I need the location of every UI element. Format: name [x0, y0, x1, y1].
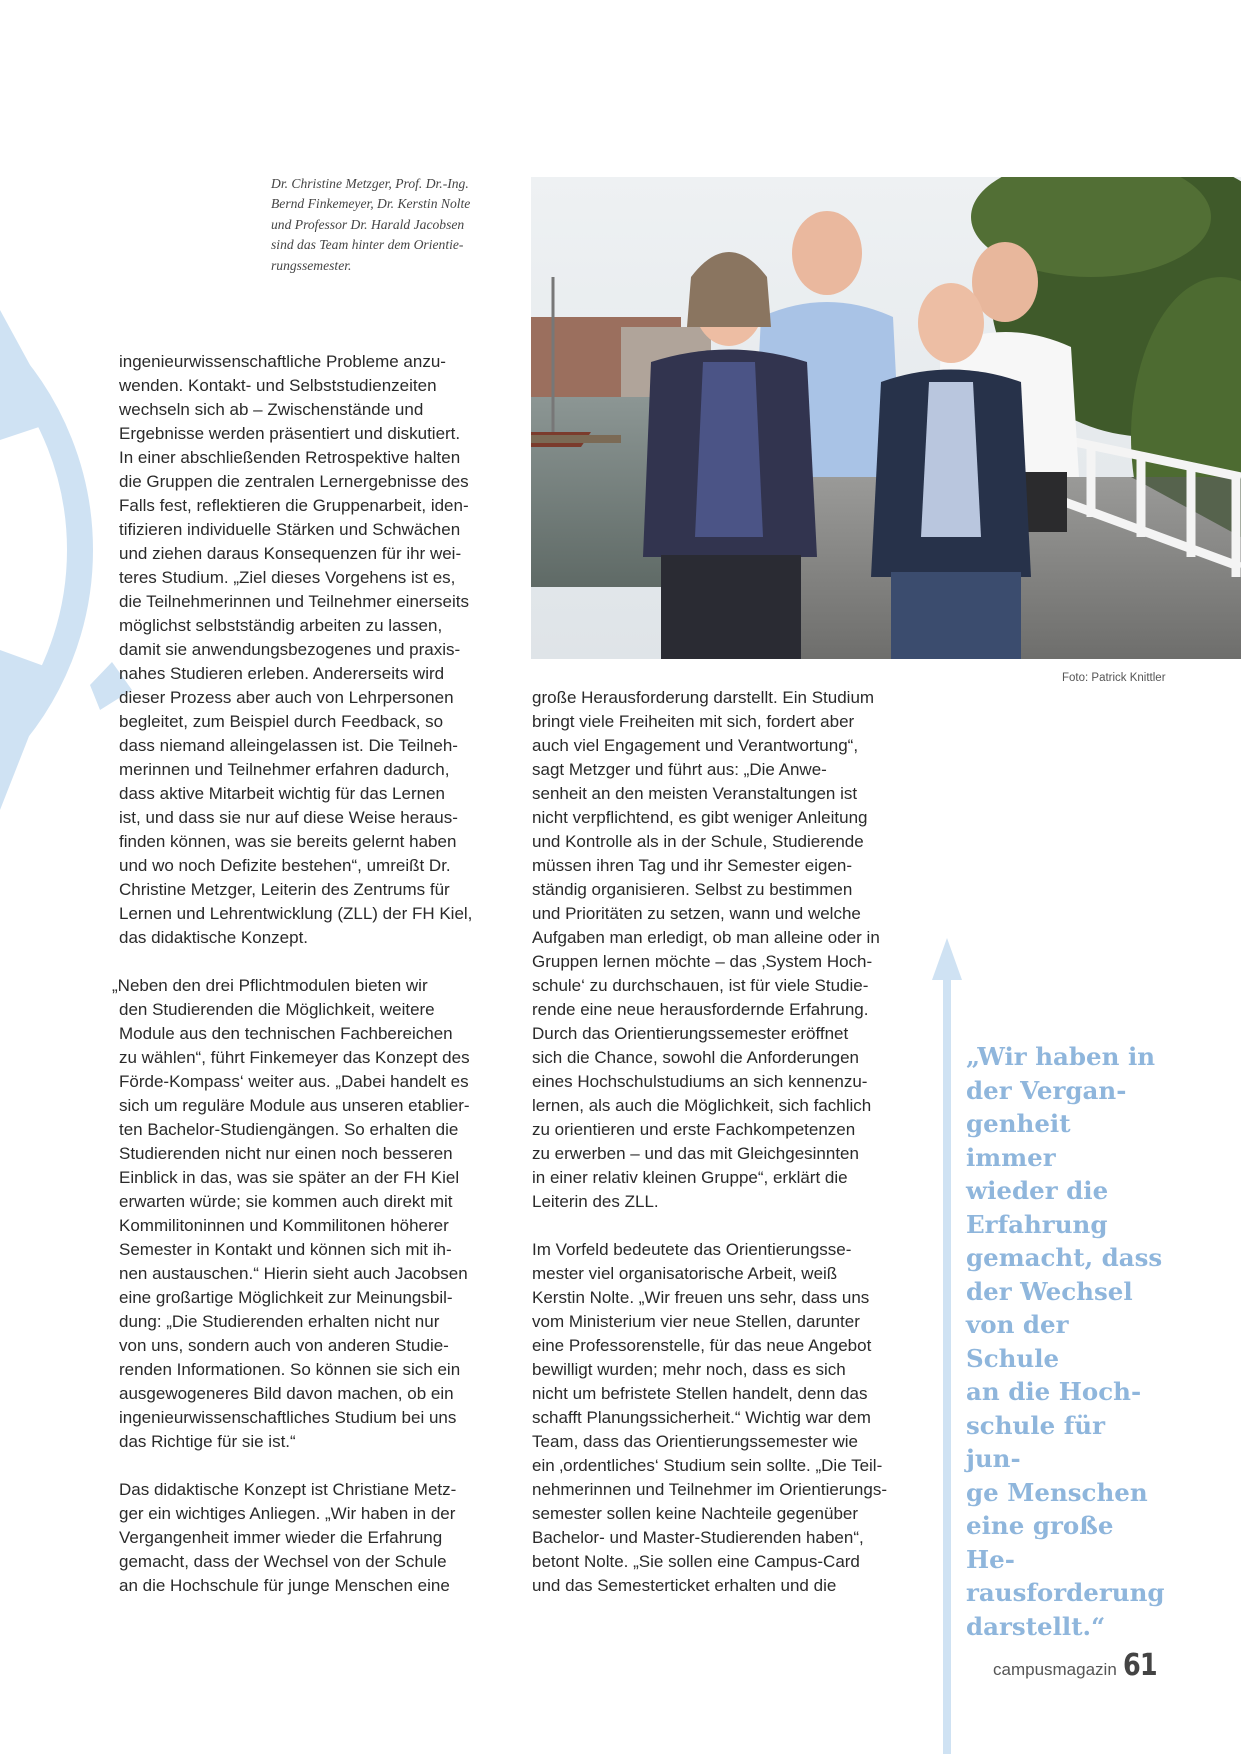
team-photo: [531, 177, 1241, 659]
paragraph: ingenieurwissenschaftliche Probleme anzu- wenden. Kontakt- und Selbststudienzeiten wechseln sich ab – Zwischenstände und Ergebnisse werden präsentiert und diskutiert. In einer abschließenden Retrospektive halten die Gruppen die zentralen Lernergebnisse des Falls fest, reflektieren die Gruppenarbeit, iden- tifizieren individuelle Stärken und Schwächen und ziehen daraus Konsequenzen für ihr wei- teres Studium. „Ziel dieses Vorgehens ist es, die Teilnehmerinnen und Teilnehmer einerseits möglichst selbstständig arbeiten zu lassen, damit sie anwendungsbezogenes und praxis- nahes Studieren erleben. Andererseits wird dieser Prozess aber auch von Lehrpersonen begleitet, zum Beispiel durch Feedback, so dass niemand alleingelassen ist. Die Teilneh- merinnen und Teilnehmer erfahren dadurch, dass aktive Mitarbeit wichtig für das Lernen ist, und dass sie nur auf diese Weise heraus- finden können, was sie bereits gelernt haben und wo noch Defizite bestehen“, umreißt Dr. Christine Metzger, Leiterin des Zentrums für Lernen und Lehrentwicklung (ZLL) der FH Kiel, das didaktische Konzept.: [119, 352, 473, 947]
photo-caption: [271, 174, 511, 276]
team-photo-illustration: [531, 177, 1241, 659]
article-column-left: [112, 350, 509, 1598]
photo-credit: Foto: Patrick Knittler: [1062, 672, 1166, 684]
page-number: 61: [1122, 1648, 1157, 1683]
magazine-name: campusmagazin: [993, 1660, 1117, 1679]
paragraph: große Herausforderung darstellt. Ein Studium bringt viele Freiheiten mit sich, fordert aber auch viel Engagement und Verantwortung“, sagt Metzger und führt aus: „Die Anwe- senheit an den meisten Veranstaltungen ist nicht verpflichtend, es gibt weniger Anleitung und Kontrolle als in der Schule, Studierende müssen ihren Tag und ihr Semester eigen- ständig organisieren. Selbst zu bestimmen und Prioritäten zu setzen, wann und welche Aufgaben man erledigt, ob man alleine oder in Gruppen lernen möchte – das ‚System Hoch- schule‘ zu durchschauen, ist für viele Studie- rende eine neue herausfordernde Erfahrung. Durch das Orientierungssemester eröffnet sich die Chance, sowohl die Anforderungen eines Hochschulstudiums an sich kennenzu- lernen, als auch die Möglichkeit, sich fachlich zu orientieren und erste Fachkompetenzen zu erwerben – und das mit Gleichgesinnten in einer relativ kleinen Gruppe“, erklärt die Leiterin des ZLL.: [532, 688, 880, 1211]
paragraph: „Neben den drei Pflichtmodulen bieten wir den Studierenden die Möglichkeit, weitere Module aus den technischen Fachbereichen zu wählen“, führt Finkemeyer das Konzept des Förde-Kompass‘ weiter aus. „Dabei handelt es sich um reguläre Module aus unseren etablier- ten Bachelor-Studiengängen. So erhalten die Studierenden nicht nur einen noch besseren Einblick in das, was sie später an der FH Kiel erwarten würde; sie kommen auch direkt mit Kommilitoninnen und Kommilitonen höherer Semester in Kontakt und können sich mit ih- nen austauschen.“ Hierin sieht auch Jacobsen eine großartige Möglichkeit zur Meinungsbil- dung: „Die Studierenden erhalten nicht nur von uns, sondern auch von anderen Studie- renden Informationen. So können sie sich ein ausgewogeneres Bild davon machen, ob ein ingenieurwissenschaftliches Studium bei uns das Richtige für sie ist.“: [112, 976, 470, 1451]
paragraph: Das didaktische Konzept ist Christiane Metz- ger ein wichtiges Anliegen. „Wir haben in der Vergangenheit immer wieder die Erfahrung gemacht, dass der Wechsel von der Schule an die Hochschule für junge Menschen eine: [119, 1480, 457, 1595]
arrow-up-icon: [932, 938, 962, 1754]
paragraph: Im Vorfeld bedeutete das Orientierungsse- mester viel organisatorische Arbeit, weiß Kerstin Nolte. „Wir freuen uns sehr, dass uns vom Ministerium vier neue Stellen, darunter eine Professorenstelle, für das neue Angebot bewilligt wurden; mehr noch, dass es sich nicht um befristete Stellen handelt, denn das schafft Planungssicherheit.“ Wichtig war dem Team, dass das Orientierungssemester wie ein ‚ordentliches‘ Studium sein sollte. „Die Teil- nehmerinnen und Teilnehmer im Orientierungs- semester sollen keine Nachteile gegenüber Bachelor- und Master-Studierenden haben“, betont Nolte. „Sie sollen eine Campus-Card und das Semesterticket erhalten und die: [532, 1240, 887, 1595]
pull-quote: „Wir haben in der Vergan- genheit immer wieder die Erfahrung gemacht, dass der Wechsel von der Schule an die Hoch- schule für jun- ge Menschen eine große He- rausforderung darstellt.“: [966, 1042, 1165, 1641]
page-footer: [993, 1648, 1163, 1683]
photo-caption-text: Dr. Christine Metzger, Prof. Dr.-Ing. Bernd Finkemeyer, Dr. Kerstin Nolte und Professor Dr. Harald Jacobsen sind das Team hinter dem Orientie- rungssemester.: [271, 176, 471, 273]
article-column-middle: [532, 686, 922, 1598]
